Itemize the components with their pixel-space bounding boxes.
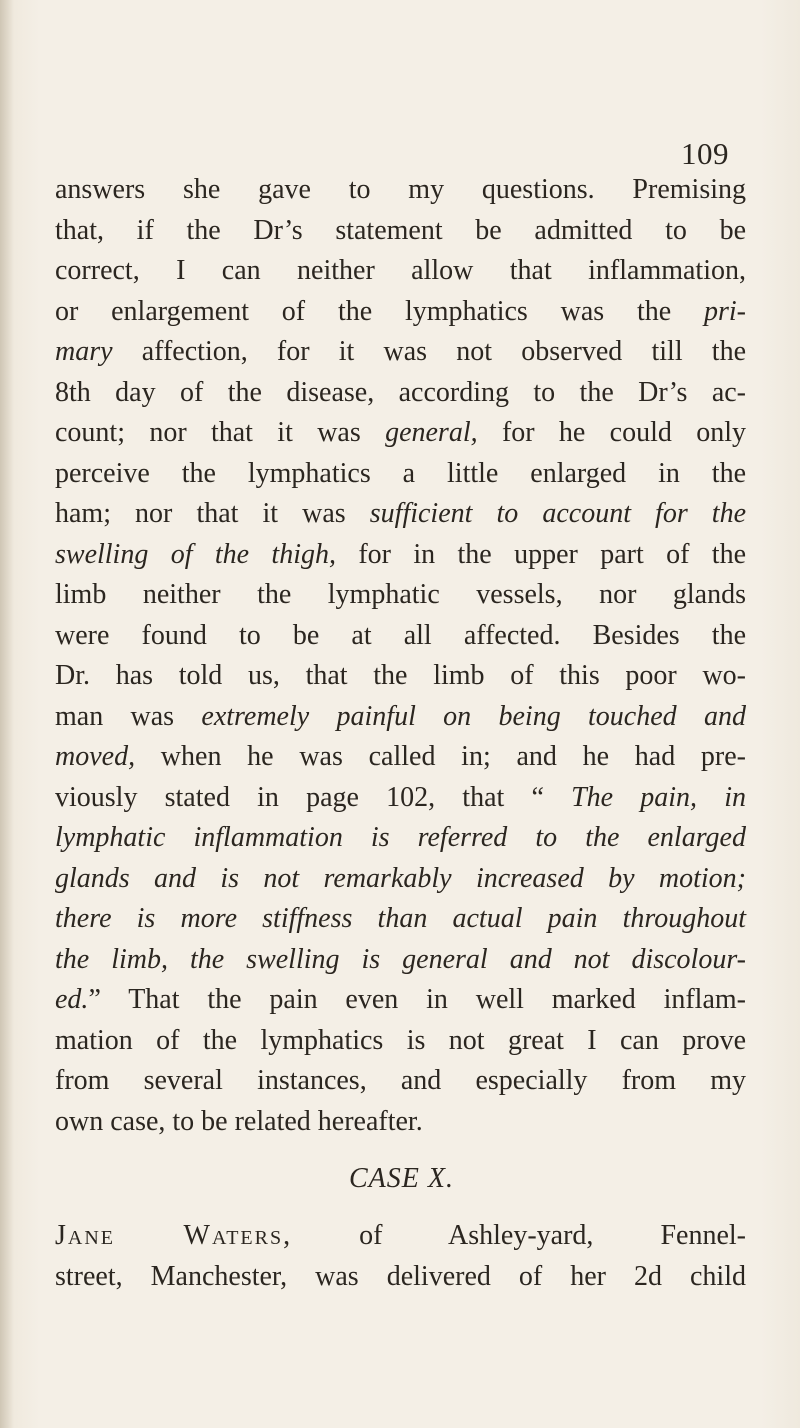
- italic-span: pri-: [704, 295, 746, 327]
- text-line: limb neither the lymphatic vessels, nor glands: [55, 579, 746, 610]
- page-edge-shadow: [0, 0, 14, 1428]
- text-line: [55, 940, 746, 981]
- text-line: [55, 1216, 746, 1257]
- page-number: 109: [681, 136, 729, 171]
- italic-span: general,: [385, 417, 478, 448]
- italic-span: mary: [55, 336, 113, 367]
- small-caps-name: Jane Waters,: [55, 1220, 293, 1251]
- text-span: ” That the pain even in well marked inflam-: [88, 984, 746, 1015]
- text-line: were found to be at all affected. Besides the: [55, 619, 746, 651]
- text-line: correct, I can neither allow that inflammation,: [55, 255, 746, 286]
- text-span: ham; nor that it was: [55, 498, 370, 529]
- italic-span: the limb, the swelling is general and not discolour-: [55, 943, 746, 975]
- text-line: street, Manchester, was delivered of her 2d child: [55, 1260, 746, 1292]
- text-line: [55, 413, 746, 454]
- text-line: mation of the lymphatics is not great I can prove: [55, 1024, 746, 1056]
- text-line: perceive the lymphatics a little enlarged in the: [55, 457, 746, 489]
- text-line: own case, to be related hereafter.: [55, 1105, 423, 1137]
- case-paragraph: [55, 1216, 746, 1297]
- text-line: [55, 899, 746, 940]
- text-line: [55, 737, 746, 778]
- italic-span: moved,: [55, 741, 136, 772]
- text-span: viously stated in page 102, that “: [55, 781, 572, 813]
- italic-span: there is more stiffness than actual pain throughout: [55, 903, 746, 934]
- body-paragraph: [55, 170, 746, 1142]
- italic-span: The pain, in: [571, 781, 746, 813]
- text-line: that, if the Dr’s statement be admitted to be: [55, 214, 746, 246]
- text-block: [55, 170, 746, 1297]
- text-span: affection, for it was not observed till the: [112, 336, 746, 367]
- text-span: or enlargement of the lymphatics was the: [55, 295, 704, 327]
- text-span: for in the upper part of the: [335, 538, 746, 570]
- text-line: answers she gave to my questions. Premising: [55, 174, 746, 205]
- text-line: [55, 980, 746, 1021]
- text-line: [55, 859, 746, 900]
- text-line: [55, 292, 746, 333]
- text-line: Dr. has told us, that the limb of this poor wo-: [55, 660, 746, 691]
- text-line: [55, 535, 746, 576]
- italic-span: sufficient to account for the: [369, 498, 746, 529]
- case-heading: CASE X.: [349, 1163, 454, 1194]
- italic-span: extremely painful on being touched and: [201, 700, 746, 732]
- italic-span: glands and is not remarkably increased by motion;: [55, 862, 746, 894]
- text-span: of Ashley-yard, Fennel-: [292, 1220, 746, 1251]
- italic-span: swelling of the thigh,: [55, 538, 336, 570]
- text-line: [55, 494, 746, 535]
- text-line: [55, 332, 746, 373]
- text-span: when he was called in; and he had pre-: [135, 741, 746, 772]
- text-span: count; nor that it was: [55, 417, 386, 448]
- italic-span: ed.: [55, 984, 89, 1015]
- text-line: [55, 818, 746, 859]
- text-line: 8th day of the disease, according to the Dr’s ac-: [55, 376, 746, 408]
- text-span: for he could only: [477, 417, 747, 448]
- text-line: [55, 697, 746, 738]
- text-span: man was: [55, 700, 202, 732]
- text-line: from several instances, and especially from my: [55, 1065, 746, 1096]
- text-line: [55, 778, 746, 819]
- italic-span: lymphatic inflammation is referred to the enlarged: [55, 822, 746, 853]
